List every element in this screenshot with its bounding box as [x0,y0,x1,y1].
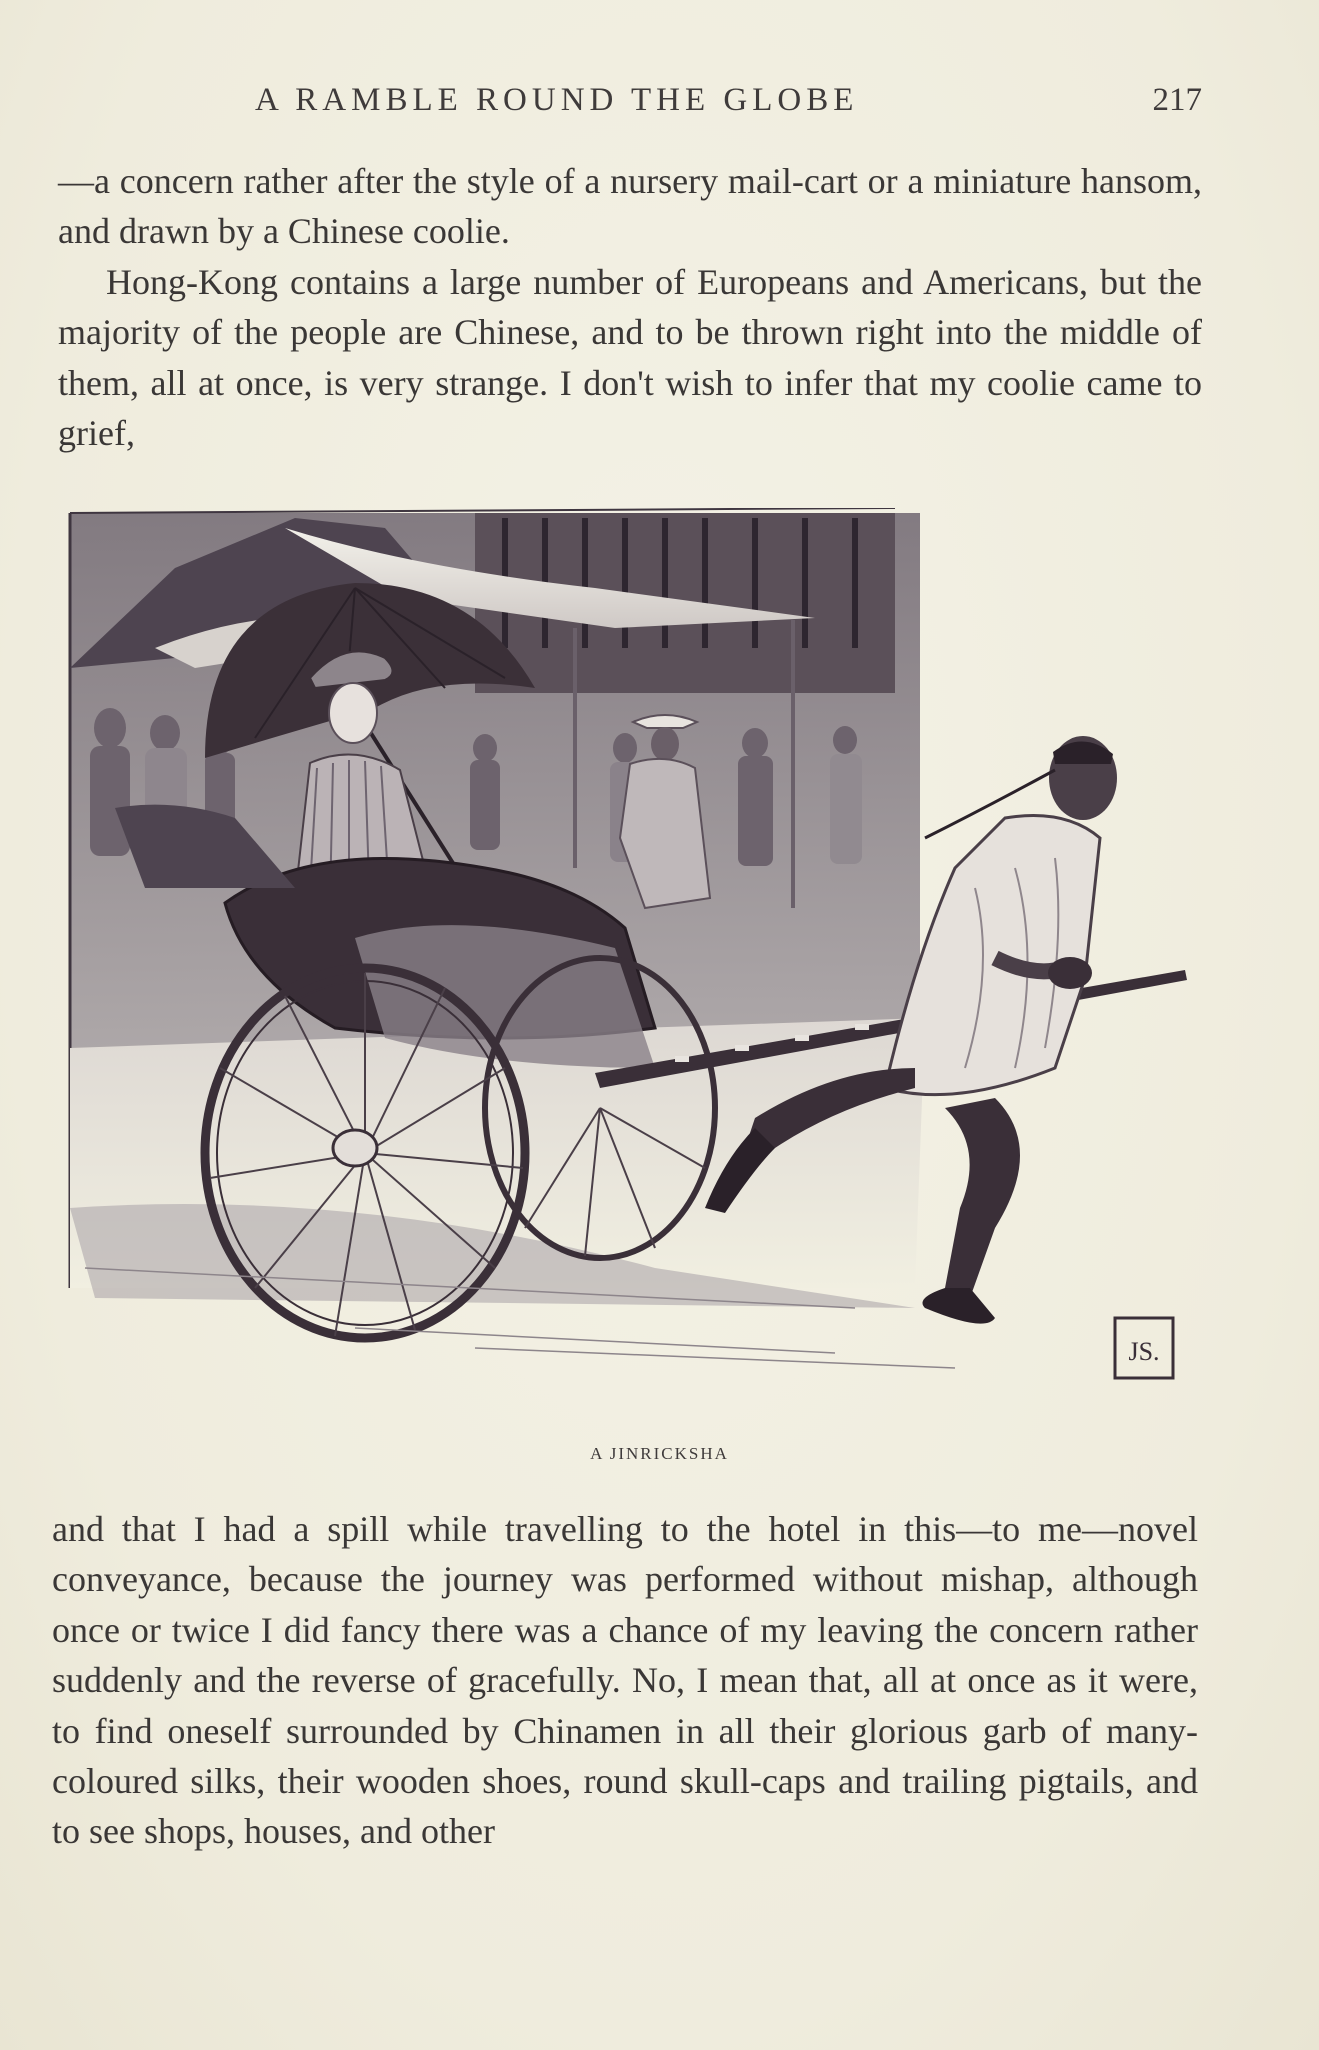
illustration-caption: A JINRICKSHA [590,1444,729,1463]
jinricksha-illustration [55,508,1205,1418]
top-text-block [58,156,1202,458]
paragraph: Hong-Kong contains a large number of Europeans and Americans, but the majority of the people are Chinese, and to be thrown right into the middle of them, all at once, is very strange. I don't wish to infer that my coolie came to grief, [58,261,1202,454]
artist-monogram: JS. [1128,1337,1160,1366]
paragraph: —a concern rather after the style of a nursery mail-cart or a miniature hansom, and drawn by a Chinese coolie. [58,161,1202,252]
running-title: A RAMBLE ROUND THE GLOBE [255,82,859,118]
paragraph: and that I had a spill while travelling to the hotel in this—to me—novel conveyance, because the journey was performed without mishap, although once or twice I did fancy there was a chance of my leaving the concern rather suddenly and the reverse of gracefully. No, I mean that, all at once as it were, to find oneself surrounded by Chinamen in all their glorious garb of many-coloured silks, their wooden shoes, round skull-caps and trailing pigtails, and to see shops, houses, and other [52,1509,1198,1852]
engraving-image [55,508,1205,1418]
page-number: 217 [1152,82,1202,118]
running-head [60,82,1202,128]
bottom-text-block [52,1504,1198,1857]
